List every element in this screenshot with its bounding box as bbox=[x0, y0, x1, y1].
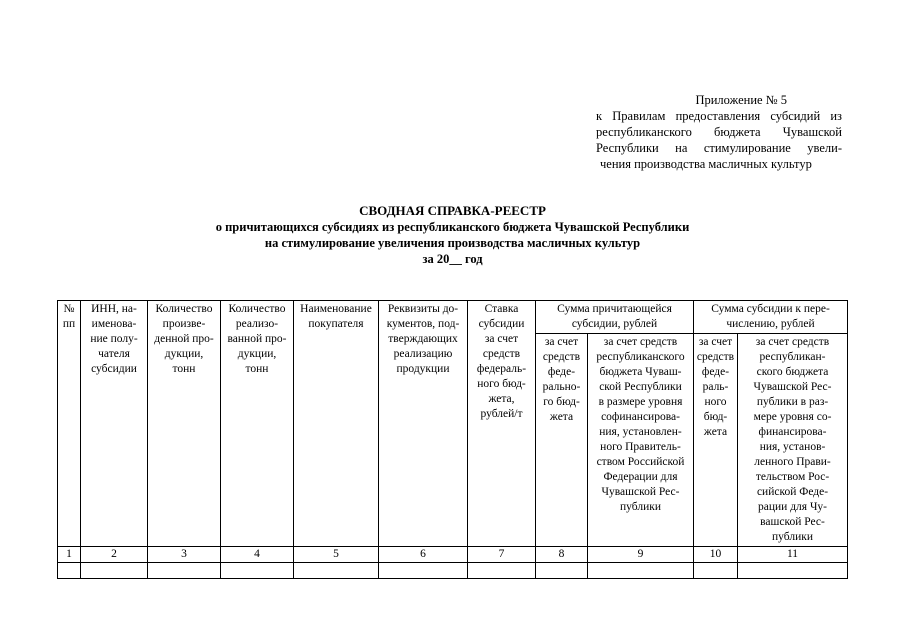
title-heading: СВОДНАЯ СПРАВКА-РЕЕСТР bbox=[359, 203, 546, 218]
table-cell bbox=[738, 563, 848, 579]
column-number: 2 bbox=[81, 547, 148, 563]
title-line-2: о причитающихся субсидиях из республиканского бюджета Чувашской Республики bbox=[215, 220, 690, 234]
column-number: 6 bbox=[379, 547, 468, 563]
header-col-2: ИНН, на- именова- ние полу- чателя субсидии bbox=[81, 301, 148, 547]
title-line-4: за 20__ год bbox=[422, 252, 483, 266]
header-col-8: за счет средств феде- рально- го бюд- жета bbox=[536, 334, 588, 547]
table-cell bbox=[148, 563, 221, 579]
header-col-9: за счет средств республиканского бюджета Чуваш- ской Республики в размере уровня софинансирова- ния, установлен- ного Правитель- ством Российской Федерации для Чувашской Рес- публики bbox=[588, 334, 694, 547]
appendix-line-3: Республики на стимулирование увели- bbox=[596, 141, 842, 155]
header-col-10: за счет средств феде- раль- ного бюд- жета bbox=[694, 334, 738, 547]
header-row-1 bbox=[58, 301, 848, 334]
table-cell bbox=[81, 563, 148, 579]
appendix-line-1: к Правилам предоставления субсидий из bbox=[596, 109, 842, 123]
table-cell bbox=[536, 563, 588, 579]
header-group-transfer: Сумма субсидии к пере- числению, рублей bbox=[694, 301, 848, 334]
header-col-3: Количество произве- денной про- дукции, тонн bbox=[148, 301, 221, 547]
header-col-7: Ставка субсидии за счет средств федераль- ного бюд- жета, рублей/т bbox=[468, 301, 536, 547]
table-cell bbox=[58, 563, 81, 579]
table-cell bbox=[588, 563, 694, 579]
column-number: 3 bbox=[148, 547, 221, 563]
table-cell bbox=[379, 563, 468, 579]
appendix-line-2: республиканского бюджета Чувашской bbox=[596, 125, 842, 139]
column-number: 9 bbox=[588, 547, 694, 563]
column-number: 11 bbox=[738, 547, 848, 563]
header-col-6: Реквизиты до- кументов, под- тверждающих реализацию продукции bbox=[379, 301, 468, 547]
header-group-due: Сумма причитающейся субсидии, рублей bbox=[536, 301, 694, 334]
column-number: 8 bbox=[536, 547, 588, 563]
table-cell bbox=[221, 563, 294, 579]
header-col-1: № пп bbox=[58, 301, 81, 547]
header-col-11: за счет средств республикан- ского бюджета Чувашской Рес- публики в раз- мере уровня со- финансирова- ния, установ- ленного Прави- тельством Рос- сийской Феде- рации для Чу- вашской Рес- публики bbox=[738, 334, 848, 547]
table-cell bbox=[694, 563, 738, 579]
column-number: 4 bbox=[221, 547, 294, 563]
column-number: 5 bbox=[294, 547, 379, 563]
registry-table bbox=[57, 300, 848, 579]
appendix-number: Приложение № 5 bbox=[695, 93, 787, 107]
appendix-block bbox=[596, 92, 842, 172]
table-cell bbox=[468, 563, 536, 579]
table-row bbox=[58, 563, 848, 579]
column-number: 1 bbox=[58, 547, 81, 563]
header-col-4: Количество реализо- ванной про- дукции, тонн bbox=[221, 301, 294, 547]
table-cell bbox=[294, 563, 379, 579]
document-title bbox=[0, 203, 905, 267]
header-col-5: Наименование покупателя bbox=[294, 301, 379, 547]
column-number: 10 bbox=[694, 547, 738, 563]
column-number: 7 bbox=[468, 547, 536, 563]
column-number-row bbox=[58, 547, 848, 563]
appendix-line-4: чения производства масличных культур bbox=[600, 157, 812, 171]
title-line-3: на стимулирование увеличения производства масличных культур bbox=[264, 236, 641, 250]
